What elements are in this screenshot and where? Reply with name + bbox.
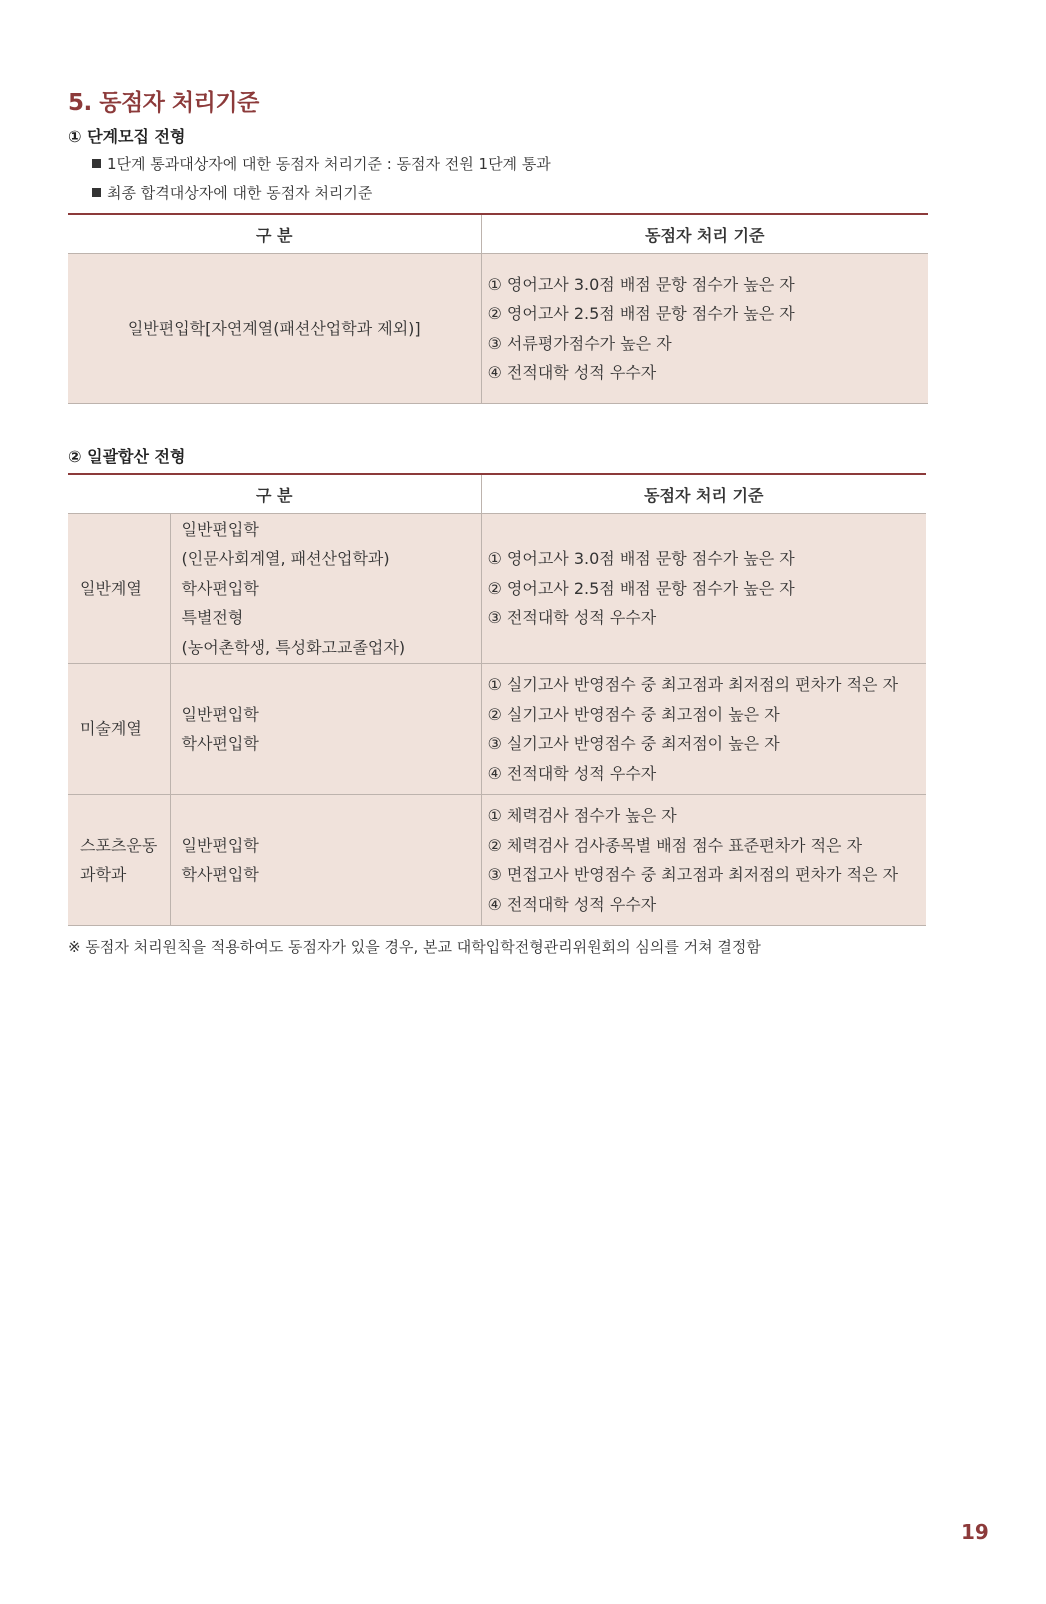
admission-type: 학사편입학 xyxy=(181,578,259,598)
bullet-item xyxy=(92,153,551,174)
square-bullet-icon xyxy=(92,188,101,197)
criteria-item: ③ 실기고사 반영점수 중 최저점이 높은 자 xyxy=(487,734,780,753)
row-category: 일반편입학[자연계열(패션산업학과 제외)] xyxy=(68,254,481,404)
admission-type: 학사편입학 xyxy=(181,865,259,884)
table-row xyxy=(68,514,926,664)
header-category: 구 분 xyxy=(68,214,481,254)
criteria-item: ② 영어고사 2.5점 배점 문항 점수가 높은 자 xyxy=(487,304,795,323)
lump-selection-title: ② 일괄합산 전형 xyxy=(68,447,186,466)
section-title: 5. 동점자 처리기준 xyxy=(68,90,259,116)
header-criteria: 동점자 처리 기준 xyxy=(481,214,928,254)
admission-type: 일반편입학 xyxy=(181,519,259,539)
row-admission-types xyxy=(170,795,481,926)
step-tiebreak-table xyxy=(68,213,928,404)
row-admission-types xyxy=(170,664,481,795)
admission-type: 학사편입학 xyxy=(181,734,259,753)
criteria-item: ④ 전적대학 성적 우수자 xyxy=(487,363,657,382)
table-row xyxy=(68,795,926,926)
criteria-item: ④ 전적대학 성적 우수자 xyxy=(487,894,657,914)
row-criteria xyxy=(481,254,928,404)
row-category: 일반계열 xyxy=(68,514,170,664)
criteria-item: ① 영어고사 3.0점 배점 문항 점수가 높은 자 xyxy=(487,274,795,294)
header-category: 구 분 xyxy=(68,474,481,514)
criteria-item: ① 체력검사 점수가 높은 자 xyxy=(487,806,677,825)
criteria-item: ② 영어고사 2.5점 배점 문항 점수가 높은 자 xyxy=(487,578,795,598)
criteria-item: ① 영어고사 3.0점 배점 문항 점수가 높은 자 xyxy=(487,549,795,569)
table-row xyxy=(68,664,926,795)
row-criteria xyxy=(481,514,926,664)
bullet-text: 최종 합격대상자에 대한 동점자 처리기준 xyxy=(107,184,373,202)
bullet-item xyxy=(92,182,372,203)
step-selection-title: ① 단계모집 전형 xyxy=(68,127,186,146)
admission-type: (농어촌학생, 특성화고교졸업자) xyxy=(181,637,406,657)
criteria-item: ④ 전적대학 성적 우수자 xyxy=(487,763,657,783)
row-category xyxy=(68,795,170,926)
criteria-item: ③ 면접고사 반영점수 중 최고점과 최저점의 편차가 적은 자 xyxy=(487,865,899,884)
table-row xyxy=(68,254,928,404)
admission-type: (인문사회계열, 패션산업학과) xyxy=(181,549,390,569)
row-admission-types xyxy=(170,514,481,664)
header-criteria: 동점자 처리 기준 xyxy=(481,474,926,514)
category-line: 스포츠운동 xyxy=(80,835,158,855)
lump-tiebreak-table xyxy=(68,473,926,926)
criteria-item: ② 실기고사 반영점수 중 최고점이 높은 자 xyxy=(487,704,780,724)
footnote: ※ 동점자 처리원칙을 적용하여도 동점자가 있을 경우, 본교 대학입학전형관리위원회의 심의를 거쳐 결정함 xyxy=(68,938,761,956)
admission-type: 특별전형 xyxy=(181,608,244,628)
criteria-item: ② 체력검사 검사종목별 배점 점수 표준편차가 적은 자 xyxy=(487,835,863,855)
criteria-item: ① 실기고사 반영점수 중 최고점과 최저점의 편차가 적은 자 xyxy=(487,675,899,694)
criteria-item: ③ 전적대학 성적 우수자 xyxy=(487,608,657,628)
admission-type: 일반편입학 xyxy=(181,704,259,724)
criteria-item: ③ 서류평가점수가 높은 자 xyxy=(487,333,672,353)
category-line: 과학과 xyxy=(80,865,127,884)
table-header-row xyxy=(68,214,928,254)
admission-type: 일반편입학 xyxy=(181,835,259,855)
page-number: 19 xyxy=(961,1520,989,1544)
row-category: 미술계열 xyxy=(68,664,170,795)
square-bullet-icon xyxy=(92,159,101,168)
row-criteria xyxy=(481,664,926,795)
row-criteria xyxy=(481,795,926,926)
table-header-row xyxy=(68,474,926,514)
bullet-text: 1단계 통과대상자에 대한 동점자 처리기준 : 동점자 전원 1단계 통과 xyxy=(107,155,551,173)
